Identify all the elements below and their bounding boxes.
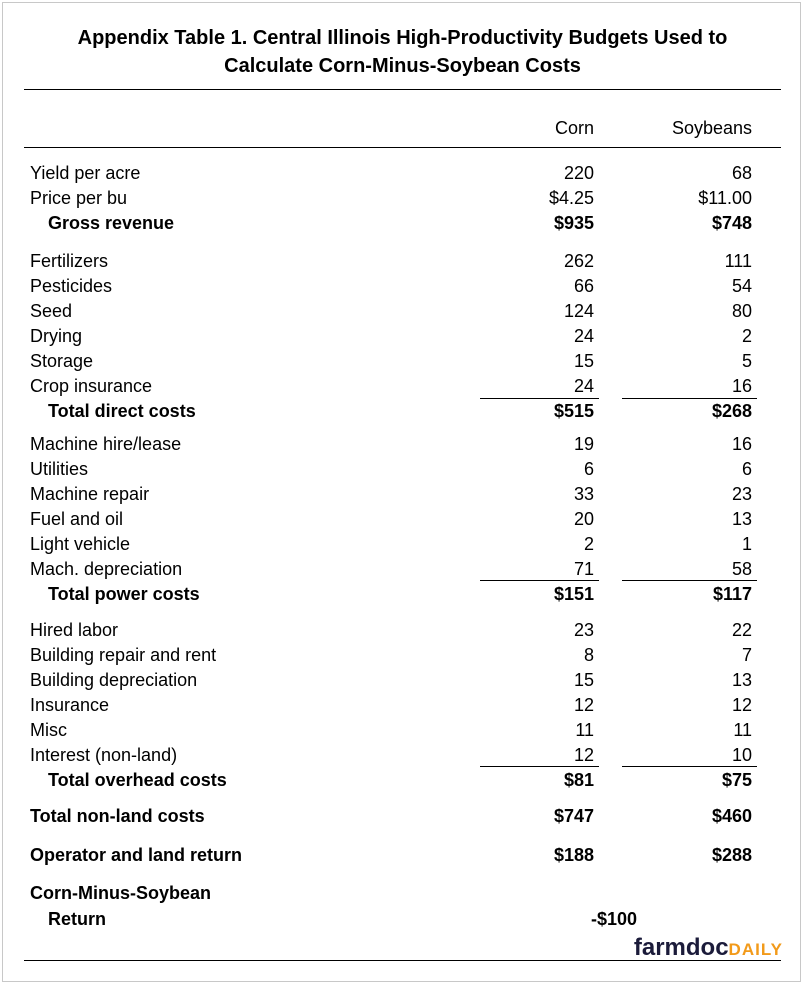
corn-value: $747 <box>553 806 594 826</box>
soybeans-value: $748 <box>711 213 752 233</box>
corn-value: 33 <box>573 484 594 504</box>
logo-farmdoc: farmdoc <box>633 934 729 961</box>
corn-value: 24 <box>573 376 594 396</box>
corn-value: 20 <box>573 509 594 529</box>
row-label: Machine repair <box>30 484 150 504</box>
row-label: Utilities <box>30 459 89 479</box>
soybeans-value: 54 <box>731 276 752 296</box>
corn-value: $4.25 <box>548 188 594 208</box>
corn-value: $81 <box>563 770 594 790</box>
soybeans-value: 2 <box>741 326 752 346</box>
soybeans-value: $11.00 <box>698 188 752 208</box>
corn-value: 19 <box>573 434 594 454</box>
corn-value: 8 <box>583 645 594 665</box>
corn-value: 24 <box>573 326 594 346</box>
soybeans-value: 111 <box>724 251 752 271</box>
row-label: Storage <box>30 351 94 371</box>
corn-value: 66 <box>573 276 594 296</box>
soybeans-value: 1 <box>741 534 752 554</box>
soybeans-value: 12 <box>731 695 752 715</box>
logo-daily: DAILY <box>728 940 783 959</box>
subtotal-rule-soybeans <box>622 766 757 767</box>
subtotal-rule-corn <box>480 398 599 399</box>
soybeans-value: 13 <box>731 509 752 529</box>
soybeans-value: 11 <box>733 720 752 740</box>
soybeans-value: 23 <box>731 484 752 504</box>
row-label: Total non-land costs <box>30 806 205 826</box>
soybeans-value: 13 <box>731 670 752 690</box>
cms-label-line-1: Corn-Minus-Soybean <box>30 883 212 903</box>
corn-value: 71 <box>573 559 594 579</box>
corn-value: 12 <box>573 695 594 715</box>
corn-value: 220 <box>563 163 594 183</box>
row-label: Seed <box>30 301 73 321</box>
row-label: Misc <box>30 720 67 740</box>
row-label: Insurance <box>30 695 110 715</box>
row-label: Total power costs <box>48 584 200 604</box>
subtotal-rule-corn <box>480 580 599 581</box>
soybeans-value: 5 <box>741 351 752 371</box>
row-label: Price per bu <box>30 188 128 208</box>
subtotal-rule-soybeans <box>622 580 757 581</box>
corn-value: $935 <box>553 213 594 233</box>
soybeans-value: $288 <box>711 845 752 865</box>
soybeans-value: 10 <box>731 745 752 765</box>
title-line-2: Calculate Corn-Minus-Soybean Costs <box>224 55 581 77</box>
column-header-soybeans: Soybeans <box>671 118 752 138</box>
row-label: Hired labor <box>30 620 119 640</box>
row-label: Machine hire/lease <box>30 434 182 454</box>
row-label: Operator and land return <box>30 845 243 865</box>
corn-value: 2 <box>583 534 594 554</box>
corn-value: $188 <box>553 845 594 865</box>
row-label: Gross revenue <box>48 213 175 233</box>
row-label: Fertilizers <box>30 251 109 271</box>
soybeans-value: 22 <box>731 620 752 640</box>
soybeans-value: 58 <box>731 559 752 579</box>
row-label: Total overhead costs <box>48 770 227 790</box>
corn-value: 12 <box>573 745 594 765</box>
row-label: Building repair and rent <box>30 645 217 665</box>
row-label: Mach. depreciation <box>30 559 183 579</box>
soybeans-value: $75 <box>721 770 752 790</box>
soybeans-value: 6 <box>741 459 752 479</box>
row-label: Interest (non-land) <box>30 745 178 765</box>
corn-value: 23 <box>573 620 594 640</box>
soybeans-value: 16 <box>731 376 752 396</box>
subtotal-rule-soybeans <box>622 398 757 399</box>
corn-value: 6 <box>583 459 594 479</box>
corn-value: $151 <box>553 584 594 604</box>
row-label: Yield per acre <box>30 163 141 183</box>
corn-value: 124 <box>563 301 594 321</box>
corn-value: 11 <box>575 720 594 740</box>
row-label: Light vehicle <box>30 534 131 554</box>
cms-label-line-2: Return <box>48 909 106 929</box>
cms-return-value: -$100 <box>591 909 638 929</box>
bottom-rule <box>24 960 781 961</box>
corn-value: 15 <box>573 670 594 690</box>
row-label: Crop insurance <box>30 376 153 396</box>
column-header-corn: Corn <box>554 118 594 138</box>
corn-value: 262 <box>563 251 594 271</box>
row-label: Building depreciation <box>30 670 198 690</box>
soybeans-value: $268 <box>711 401 752 421</box>
header-rule <box>24 147 781 148</box>
table-title <box>0 24 805 80</box>
corn-value: $515 <box>553 401 594 421</box>
soybeans-value: $460 <box>711 806 752 826</box>
title-line-1: Appendix Table 1. Central Illinois High-Productivity Budgets Used to <box>77 27 728 49</box>
corn-value: 15 <box>573 351 594 371</box>
subtotal-rule-corn <box>480 766 599 767</box>
soybeans-value: $117 <box>712 584 752 604</box>
soybeans-value: 16 <box>731 434 752 454</box>
top-rule <box>24 89 781 90</box>
row-label: Total direct costs <box>48 401 196 421</box>
soybeans-value: 80 <box>731 301 752 321</box>
soybeans-value: 68 <box>731 163 752 183</box>
row-label: Drying <box>30 326 83 346</box>
row-label: Pesticides <box>30 276 113 296</box>
soybeans-value: 7 <box>741 645 752 665</box>
row-label: Fuel and oil <box>30 509 124 529</box>
